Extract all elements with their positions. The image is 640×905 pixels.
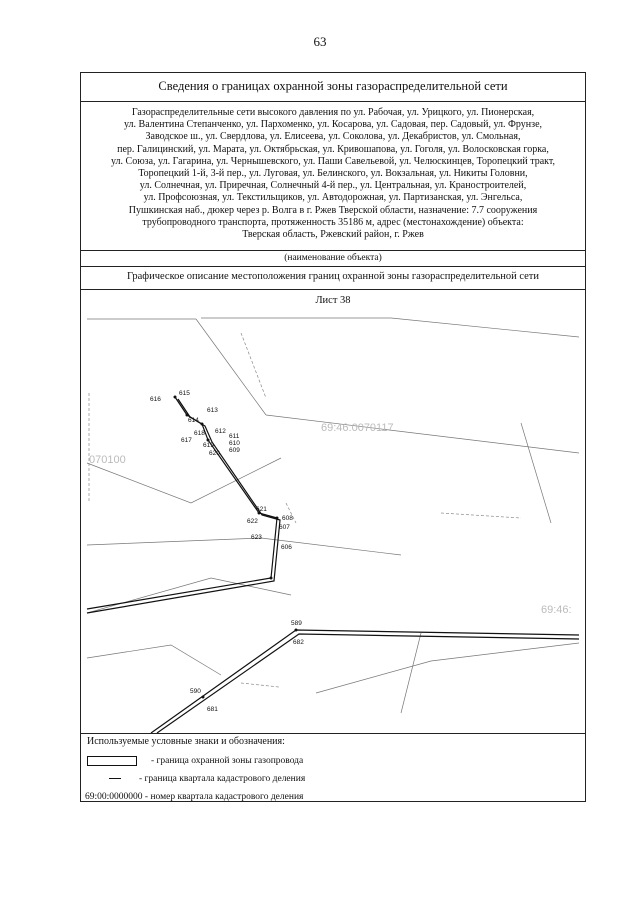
- cadastral-label: 69:46:0070117: [321, 422, 394, 434]
- cadastral-boundary: [201, 318, 579, 337]
- divider: [81, 733, 585, 734]
- point-label: 611: [229, 433, 240, 440]
- divider: [81, 266, 585, 267]
- legend-title: Используемые условные знаки и обозначения:: [87, 736, 285, 747]
- zone-line-upper: [151, 630, 579, 733]
- point-label: 607: [279, 524, 290, 531]
- description-line: ул. Солнечная, ул. Приречная, Солнечный 4-й пер., ул. Центральная, ул. Краностроителей,: [139, 180, 527, 192]
- description-line: Газораспределительные сети высокого давления по ул. Рабочая, ул. Урицкого, ул. Пионерская,: [131, 107, 535, 118]
- point-label: 681: [207, 706, 218, 713]
- legend-item-number: [85, 792, 303, 802]
- point-label: 589: [291, 620, 302, 627]
- legend-item-text: - граница квартала кадастрового деления: [139, 774, 306, 784]
- point-label: 618: [194, 430, 205, 437]
- turning-point: [201, 423, 204, 426]
- boundary-map: [81, 313, 585, 733]
- point-label: 609: [229, 447, 240, 454]
- description-line: Заводское ш., ул. Свердлова, ул. Елисеева, ул. Соколова, ул. Декабристов, ул. Смольная,: [145, 131, 521, 143]
- divider: [81, 250, 585, 251]
- cadastral-boundary: [521, 423, 551, 523]
- description-line: пер. Галицинский, ул. Марата, ул. Октябрьская, ул. Кривошапова, ул. Гоголя, ул. Волосковская горка,: [117, 143, 549, 155]
- description-line: Торопецкий 1-й, 3-й пер., ул. Луговая, ул. Белинского, ул. Вокзальная, ул. Никиты Головни,: [138, 168, 528, 180]
- point-label: 623: [251, 534, 262, 541]
- point-label: 606: [281, 544, 292, 551]
- cadastral-boundary: [316, 643, 579, 693]
- point-label: 621: [256, 506, 267, 513]
- point-label: 615: [179, 390, 190, 397]
- protection-zone-boundary: [87, 397, 579, 733]
- point-label: 610: [229, 440, 240, 447]
- document-title: Сведения о границах охранной зоны газораспределительной сети: [158, 79, 508, 93]
- quarter-boundary-symbol: [109, 778, 121, 779]
- sheet-label: Лист 38: [315, 295, 351, 306]
- graphic-subtitle: Графическое описание местоположения границ охранной зоны газораспределительной сети: [126, 271, 540, 282]
- legend-item-zone: [87, 756, 303, 766]
- point-label: 617: [181, 437, 192, 444]
- description-line: ул. Союза, ул. Гагарина, ул. Чернышевского, ул. Паши Савельевой, ул. Челюскинцев, Торопецкий тракт,: [110, 155, 556, 167]
- cadastral-boundary: [441, 513, 521, 518]
- description-line: трубопроводного транспорта, протяженность 35186 м, адрес (местонахождение) объекта:: [142, 216, 524, 228]
- description-line: Пушкинская наб., дюкер через р. Волга в г. Ржев Тверской области, назначение: 7.7 сооружения: [128, 204, 538, 216]
- legend-item-text: - граница охранной зоны газопровода: [151, 756, 304, 767]
- point-label: 613: [207, 407, 218, 414]
- cadastral-boundary: [401, 633, 421, 713]
- legend-item-quarter: [87, 774, 305, 784]
- page-number: 63: [313, 34, 327, 49]
- point-label: 612: [215, 428, 226, 435]
- cadastral-label: 070100: [89, 454, 126, 466]
- point-label: 616: [150, 396, 161, 403]
- description-line: ул. Профсоюзная, ул. Текстильщиков, ул. Автодорожная, ул. Партизанская, ул. Энгельса,: [143, 192, 523, 204]
- turning-point: [174, 396, 177, 399]
- description-line: Тверская область, Ржевский район, г. Ржев: [242, 229, 424, 241]
- turning-point: [276, 517, 279, 520]
- cadastral-boundaries: [87, 318, 579, 713]
- cadastral-boundary: [87, 645, 221, 675]
- zone-boundary-symbol: [87, 756, 137, 766]
- cadastral-boundary: [241, 683, 279, 687]
- object-description: [81, 107, 585, 241]
- turning-point: [202, 696, 205, 699]
- point-labels: [150, 390, 304, 713]
- cadastral-label: 69:46:: [541, 604, 572, 616]
- object-caption: (наименование объекта): [284, 253, 382, 263]
- cadastral-boundary: [196, 319, 266, 415]
- turning-point: [295, 629, 298, 632]
- point-label: 608: [282, 515, 293, 522]
- cadastral-boundary: [266, 415, 579, 453]
- point-label: 619: [203, 442, 214, 449]
- document-frame: [80, 72, 586, 802]
- description-line: ул. Валентина Степанченко, ул. Пархоменко, ул. Косарова, ул. Садовая, пер. Садовый, ул. Фрунзе,: [123, 119, 543, 131]
- cadastral-boundary: [87, 538, 401, 555]
- zone-line-upper: [87, 397, 277, 609]
- legend-item-text: - номер квартала кадастрового деления: [142, 792, 304, 802]
- divider: [81, 289, 585, 290]
- quarter-number-symbol: 69:00:0000000: [85, 792, 143, 802]
- turning-point: [270, 577, 273, 580]
- point-label: 622: [247, 518, 258, 525]
- point-label: 590: [190, 688, 201, 695]
- point-label: 682: [293, 639, 304, 646]
- cadastral-boundary: [241, 333, 266, 398]
- point-label: 614: [188, 417, 199, 424]
- divider: [81, 101, 585, 102]
- point-label: 620: [209, 450, 220, 457]
